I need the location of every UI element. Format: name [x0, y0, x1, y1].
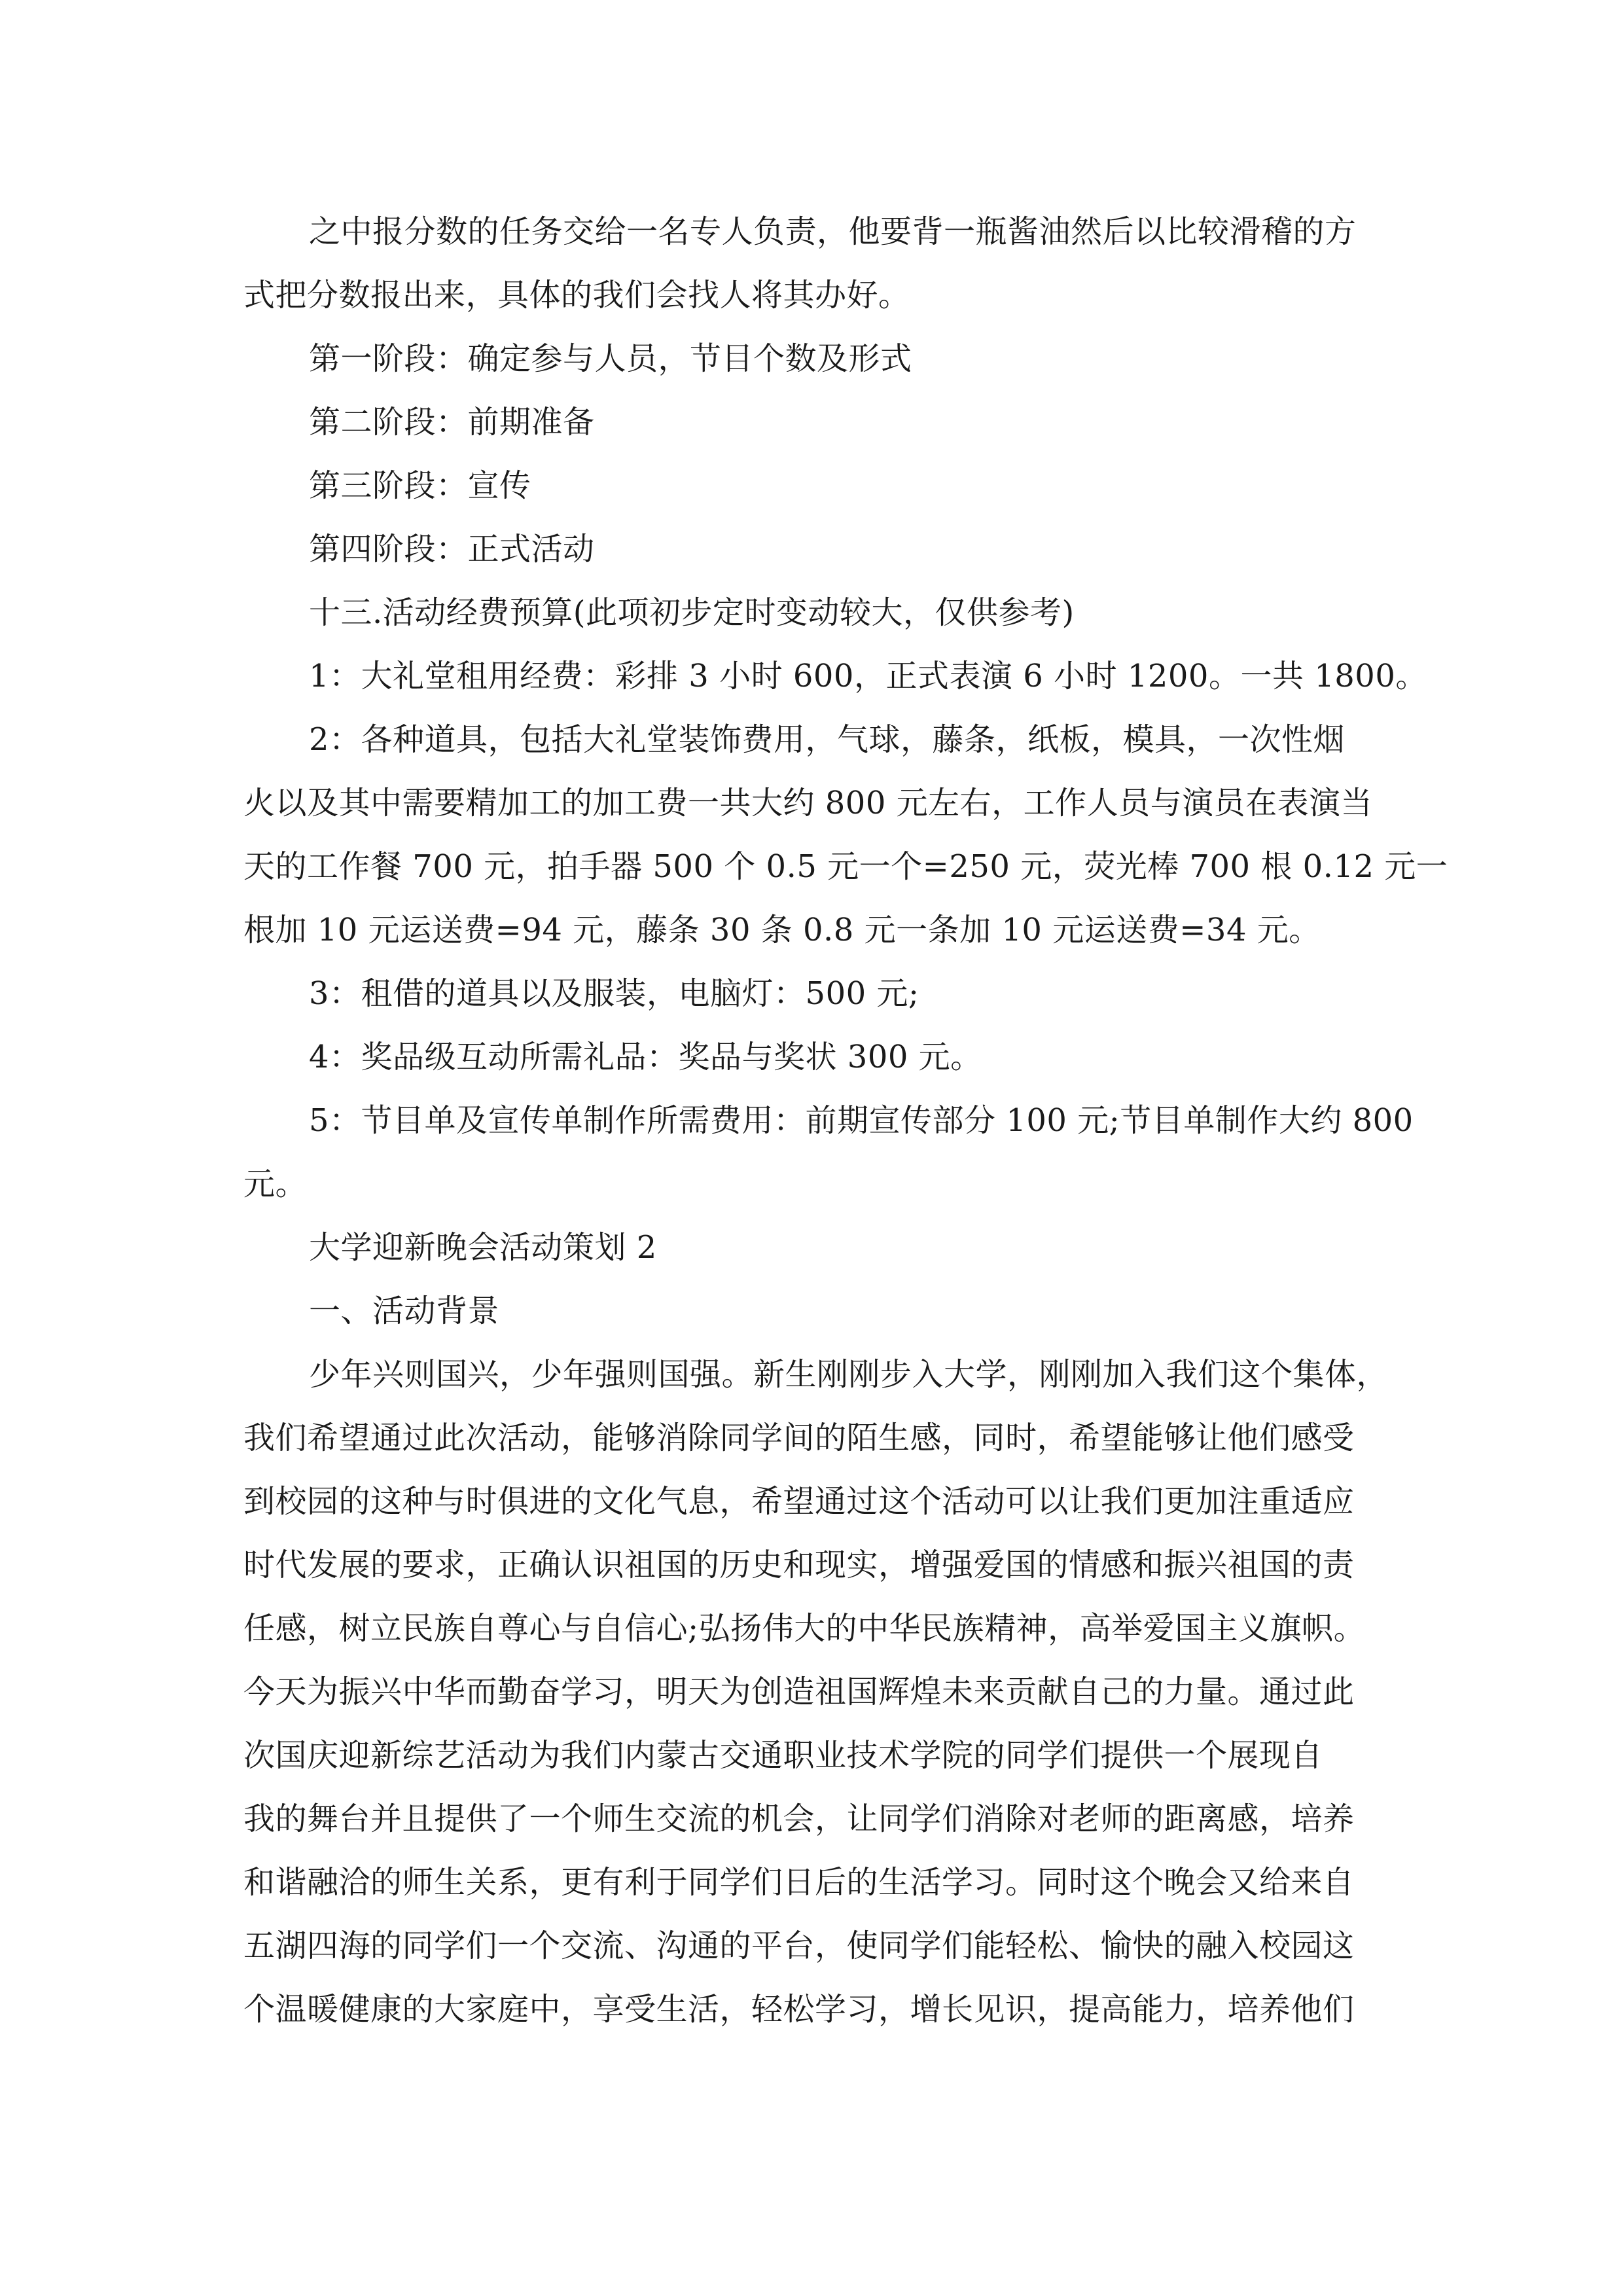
text-line: 任感，树立民族自尊心与自信心;弘扬伟大的中华民族精神，高举爱国主义旗帜。	[243, 1610, 1366, 1647]
text-line: 第一阶段：确定参与人员，节目个数及形式	[309, 340, 912, 377]
text-line: 到校园的这种与时俱进的文化气息，希望通过这个活动可以让我们更加注重适应	[243, 1483, 1355, 1520]
text-line: 之中报分数的任务交给一名专人负责，他要背一瓶酱油然后以比较滑稽的方	[309, 213, 1357, 250]
text-line: 3：租借的道具以及服装，电脑灯：500 元;	[309, 975, 919, 1012]
text-line: 2：各种道具，包括大礼堂装饰费用，气球，藤条，纸板，模具，一次性烟	[309, 721, 1346, 758]
text-line: 时代发展的要求，正确认识祖国的历史和现实，增强爱国的情感和振兴祖国的责	[243, 1547, 1355, 1583]
text-line: 火以及其中需要精加工的加工费一共大约 800 元左右，工作人员与演员在表演当	[243, 785, 1373, 821]
text-line: 1：大礼堂租用经费：彩排 3 小时 600，正式表演 6 小时 1200。一共 1800。	[309, 658, 1427, 694]
text-line: 次国庆迎新综艺活动为我们内蒙古交通职业技术学院的同学们提供一个展现自	[243, 1737, 1323, 1774]
text-line: 4：奖品级互动所需礼品：奖品与奖状 300 元。	[309, 1039, 982, 1075]
text-line: 根加 10 元运送费=94 元，藤条 30 条 0.8 元一条加 10 元运送费=34 元。	[243, 912, 1321, 948]
text-line: 式把分数报出来，具体的我们会找人将其办好。	[243, 277, 910, 314]
text-line: 第四阶段：正式活动	[309, 531, 595, 567]
text-line: 五湖四海的同学们一个交流、沟通的平台，使同学们能轻松、愉快的融入校园这	[243, 1928, 1355, 1964]
text-line: 个温暖健康的大家庭中，享受生活，轻松学习，增长见识，提高能力，培养他们	[243, 1991, 1355, 2028]
text-line: 一、活动背景	[309, 1293, 500, 1329]
text-line: 少年兴则国兴，少年强则国强。新生刚刚步入大学，刚刚加入我们这个集体，	[309, 1356, 1389, 1393]
text-line: 第二阶段：前期准备	[309, 404, 595, 440]
text-line: 十三.活动经费预算(此项初步定时变动较大，仅供参考)	[309, 594, 1075, 631]
text-line: 今天为振兴中华而勤奋学习，明天为创造祖国辉煌未来贡献自己的力量。通过此	[243, 1674, 1355, 1710]
text-line: 大学迎新晚会活动策划 2	[309, 1229, 657, 1266]
text-line: 和谐融洽的师生关系，更有利于同学们日后的生活学习。同时这个晚会又给来自	[243, 1864, 1355, 1901]
text-line: 我的舞台并且提供了一个师生交流的机会，让同学们消除对老师的距离感，培养	[243, 1801, 1355, 1837]
text-line: 天的工作餐 700 元，拍手器 500 个 0.5 元一个=250 元，荧光棒 700 根 0.12 元一	[243, 848, 1448, 885]
text-line: 第三阶段：宣传	[309, 467, 531, 504]
text-line: 5：节目单及宣传单制作所需费用：前期宣传部分 100 元;节目单制作大约 800	[309, 1102, 1414, 1139]
document-body	[243, 200, 1448, 2041]
text-line: 元。	[243, 1166, 308, 1202]
text-line: 我们希望通过此次活动，能够消除同学间的陌生感，同时，希望能够让他们感受	[243, 1420, 1355, 1456]
